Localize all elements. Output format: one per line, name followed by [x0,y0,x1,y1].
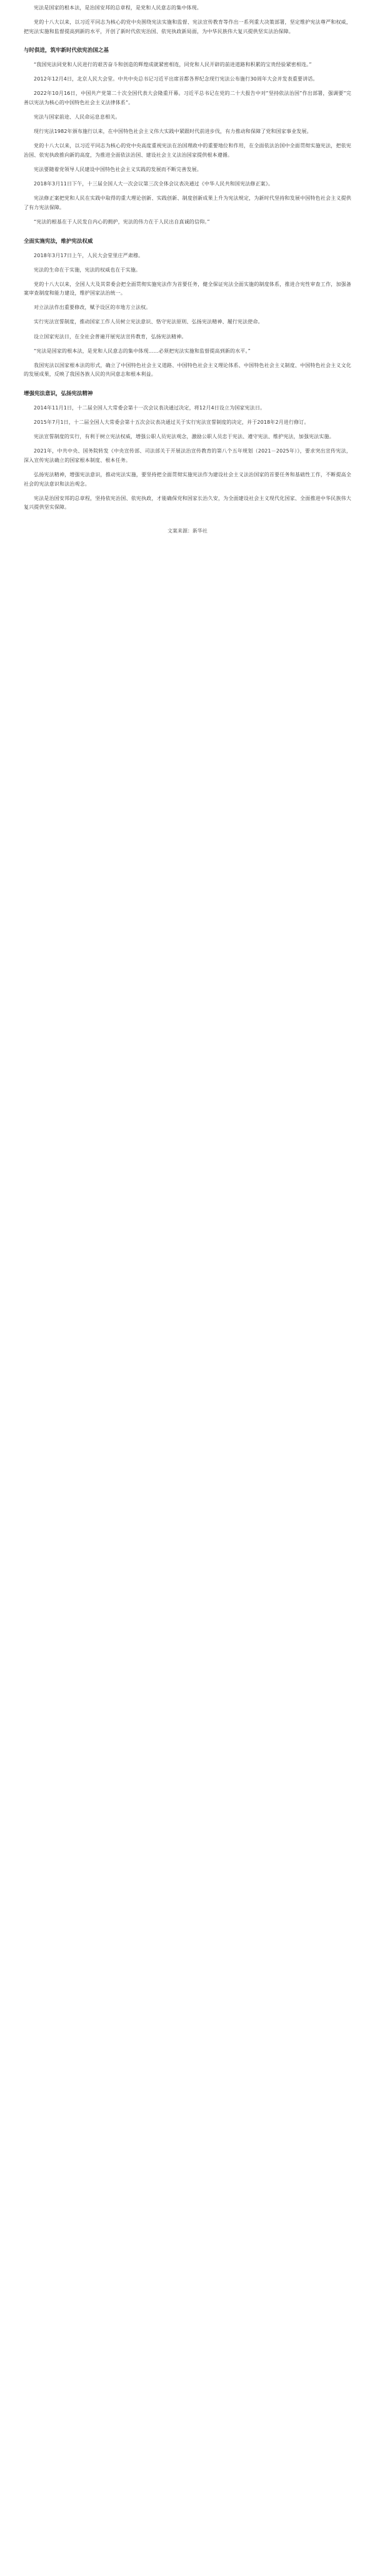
article-paragraph: 我国宪法以国家根本法的形式，确立了中国特色社会主义道路、中国特色社会主义理论体系、中国特色社会主义制度、中国特色社会主义文化的发展成果，反映了我国各族人民的共同意志和根本利益。 [24,362,351,378]
article-paragraph: 2018年3月17日上午，人民大会堂里庄严肃穆。 [34,252,144,258]
article-paragraph: 实行宪法宣誓制度，推动国家工作人员树立宪法意识、恪守宪法原则、弘扬宪法精神、履行宪法使命。 [34,319,263,325]
article-paragraph: 党的十八大以来，以习近平同志为核心的党中央围绕宪法实施和监督、宪法宣传教育等作出一系列重大决策部署，坚定维护宪法尊严和权威，把宪法实施和监督提高到新的水平，开创了新时代依宪治国、依宪执政新局面，为中华民族伟大复兴提供坚实法治保障。 [24,19,351,34]
article-paragraph: 对立法法作出重要修改，赋予设区的市地方立法权。 [34,305,151,311]
article-paragraph: 2021年，中共中央、国务院转发《中央宣传部、司法部关于开展法治宣传教育的第八个五年规划（2021－2025年）》，要求突出宣传宪法，深入宣传宪法确立的国家根本制度、根本任务。 [24,448,351,463]
article-paragraph: 宪法修正案把党和人民在实践中取得的重大理论创新、实践创新、制度创新成果上升为宪法规定，为新时代坚持和发展中国特色社会主义提供了有力宪法保障。 [24,195,351,210]
article-paragraph: 宪法是治国安邦的总章程，坚持依宪治国、依宪执政，才能确保党和国家长治久安，为全面建设社会主义现代化国家、全面推进中华民族伟大复兴提供坚实保障。 [24,495,351,511]
article-paragraph: 2012年12月4日，北京人民大会堂。中共中央总书记习近平出席首都各界纪念现行宪法公布施行30周年大会并发表重要讲话。 [34,76,318,82]
article-paragraph: 宪法与国家前途、人民命运息息相关。 [34,114,121,120]
article-paragraph: 2018年3月11日下午，十三届全国人大一次会议第三次全体会议表决通过《中华人民共和国宪法修正案》。 [34,181,274,187]
source-credit: 文案来源：新华社 [168,527,208,534]
article-paragraph: 2014年11月1日，十二届全国人大常委会第十一次会议表决通过决定，将12月4日设立为国家宪法日。 [34,404,266,411]
section-heading: 全面实施宪法，维护宪法权威 [24,238,93,245]
article-paragraph: 设立国家宪法日，在全社会普遍开展宪法宣传教育，弘扬宪法精神。 [34,333,187,340]
article-paragraph: 2022年10月16日，中国共产党第二十次全国代表大会隆重开幕。习近平总书记在党的二十大报告中对“坚持依法治国”作出部署，强调要“完善以宪法为核心的中国特色社会主义法律体系”。 [24,91,351,106]
article-paragraph: “我国宪法同党和人民进行的艰苦奋斗和创造的辉煌成就紧密相连，同党和人民开辟的前进道路和积累的宝贵经验紧密相连。” [34,62,312,68]
article-paragraph: 宪法的生命在于实施，宪法的权威也在于实施。 [34,267,141,273]
article-paragraph: 党的十八大以来，全国人大及其常委会把全面贯彻实施宪法作为首要任务，健全保证宪法全面实施的制度体系，推进合宪性审查工作，加强备案审查制度和能力建设，维护国家法治统一。 [24,281,351,296]
article [0,0,375,547]
article-paragraph: 2015年7月1日，十二届全国人大常委会第十五次会议表决通过关于实行宪法宣誓制度的决定，并于2018年2月进行修订。 [34,419,309,426]
article-paragraph: 弘扬宪法精神，增强宪法意识，推动宪法实施，要坚持把全面贯彻实施宪法作为建设社会主义法治国家的首要任务和基础性工作，不断提高全社会的宪法意识和法治观念。 [24,471,351,487]
article-paragraph: 宪法宣誓制度的实行，有利于树立宪法权威，增强公职人员宪法观念，激励公职人员忠于宪法、遵守宪法、维护宪法，加强宪法实施。 [34,434,334,440]
article-paragraph: “宪法的根基在于人民发自内心的拥护，宪法的伟力在于人民出自真诚的信仰。” [34,218,210,225]
article-paragraph: 现行宪法1982年颁布施行以来，在中国特色社会主义伟大实践中紧跟时代前进步伐，有力推动和保障了党和国家事业发展。 [34,129,312,135]
article-paragraph: 党的十八大以来，以习近平同志为核心的党中央高度重视宪法在治国理政中的重要地位和作用，在全面依法治国中全面贯彻实施宪法，把依宪治国、依宪执政推向新的高度，为推进全面依法治国、建设社会主义法治国家提供根本遵循。 [24,143,351,158]
article-paragraph: 宪法要随着党领导人民建设中国特色社会主义实践的发展而不断完善发展。 [34,167,202,173]
article-paragraph: “宪法是国家的根本法，是党和人民意志的集中体现……必须把宪法实施和监督提高到新的水平。” [34,348,251,354]
section-heading: 与时俱进，筑牢新时代依宪治国之基 [24,47,109,54]
article-paragraph: 宪法是国家的根本法，是治国安邦的总章程，是党和人民意志的集中体现。 [34,5,202,11]
section-heading: 增强宪法意识，弘扬宪法精神 [24,390,93,397]
